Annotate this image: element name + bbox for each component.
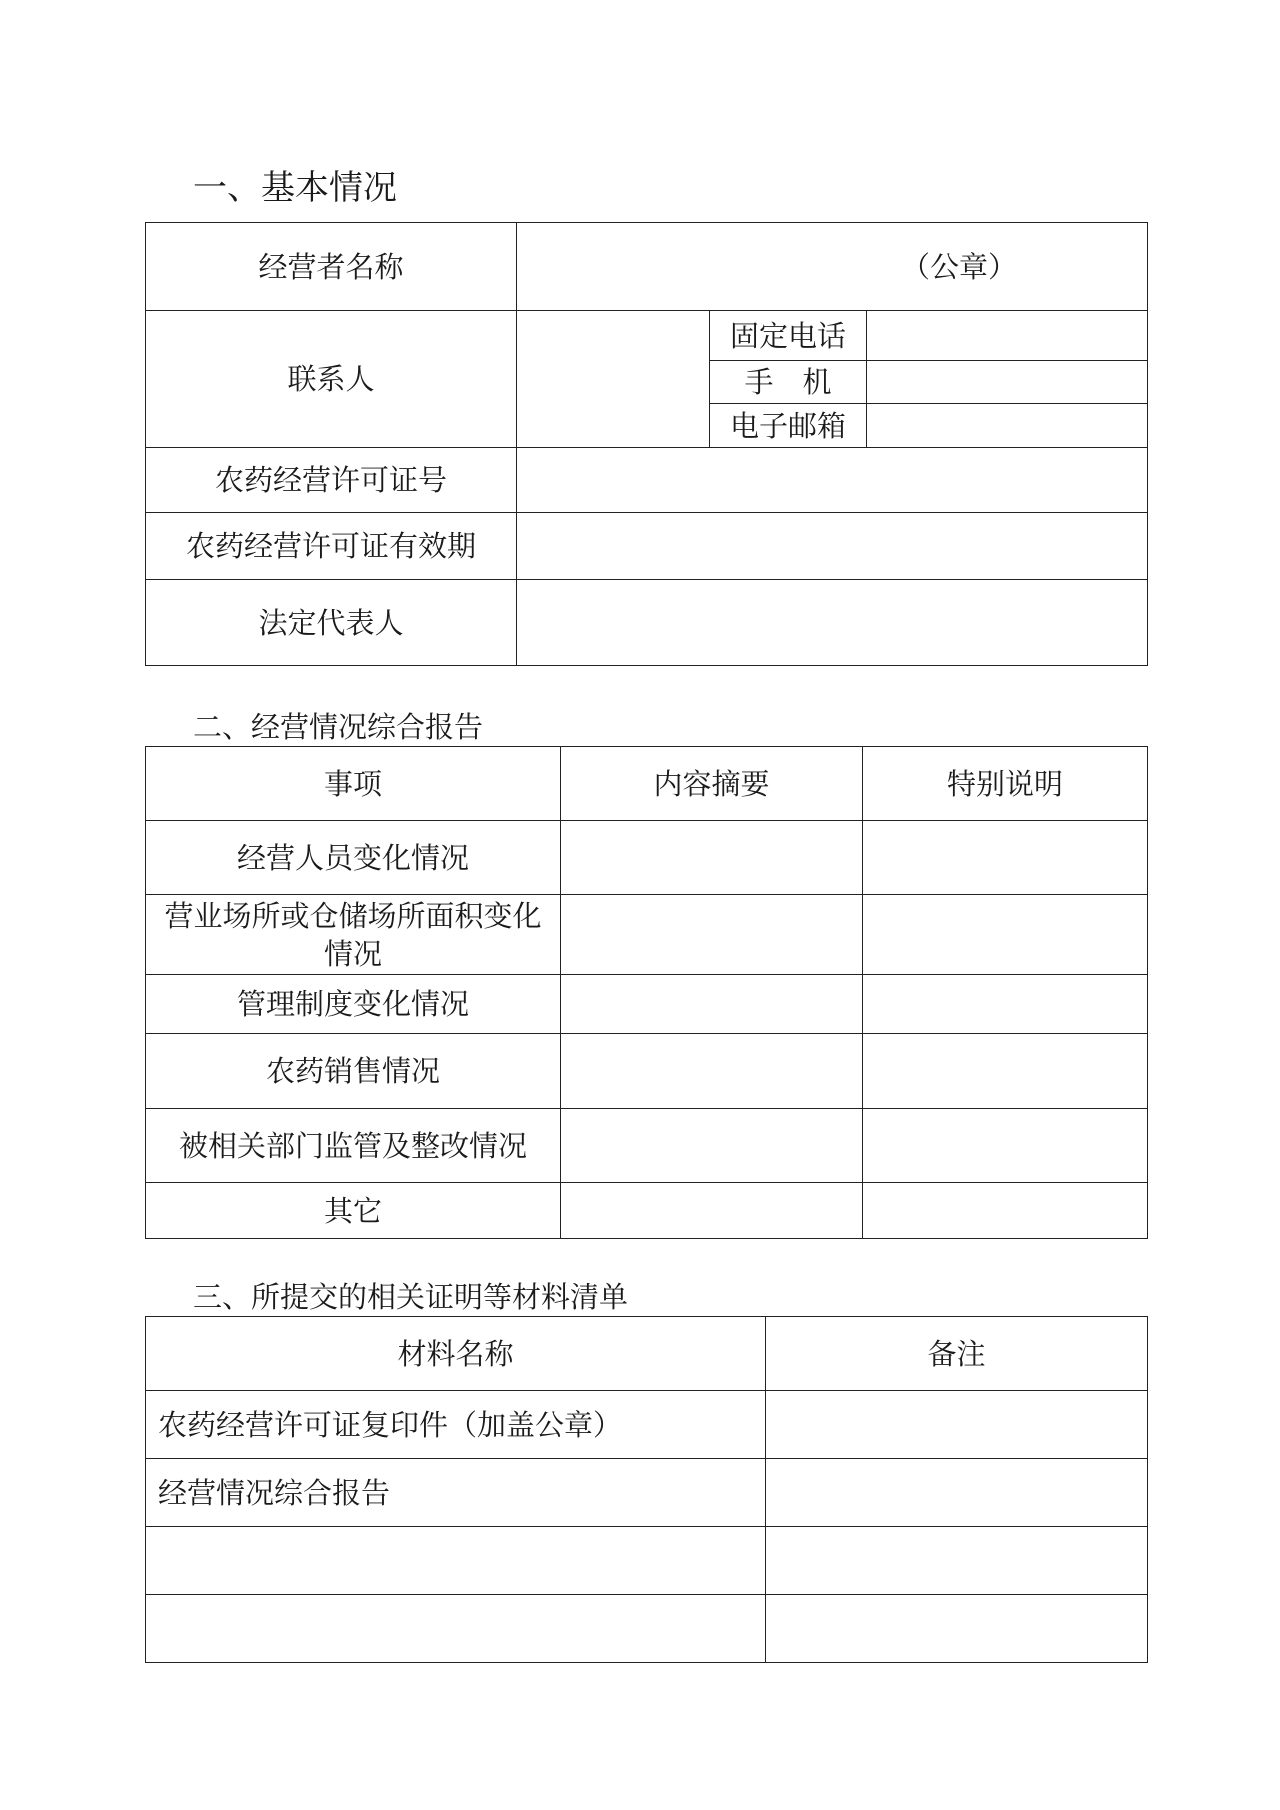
material-remark-cell[interactable] xyxy=(766,1391,1148,1459)
report-note-field[interactable] xyxy=(863,1183,1148,1239)
report-summary-field[interactable] xyxy=(561,1109,863,1183)
mobile-field[interactable] xyxy=(867,361,1148,404)
material-name-cell[interactable] xyxy=(146,1527,766,1595)
basic-info-table xyxy=(145,222,1148,666)
contact-label: 联系人 xyxy=(146,311,517,448)
report-note-field[interactable] xyxy=(863,895,1148,975)
material-remark-cell[interactable] xyxy=(766,1527,1148,1595)
legal-rep-label: 法定代表人 xyxy=(146,580,517,666)
report-summary-field[interactable] xyxy=(561,1183,863,1239)
section1-title: 一、基本情况 xyxy=(193,168,397,208)
contact-field[interactable] xyxy=(517,311,710,448)
header-remark: 备注 xyxy=(766,1317,1148,1391)
header-material-name: 材料名称 xyxy=(146,1317,766,1391)
report-summary-field[interactable] xyxy=(561,975,863,1034)
phone-field[interactable] xyxy=(867,311,1148,361)
email-field[interactable] xyxy=(867,404,1148,448)
report-item-label: 管理制度变化情况 xyxy=(146,975,561,1034)
material-name-cell[interactable]: 农药经营许可证复印件（加盖公章） xyxy=(146,1391,766,1459)
operation-report-table xyxy=(145,746,1148,1239)
header-note: 特别说明 xyxy=(863,747,1148,821)
email-label: 电子邮箱 xyxy=(710,404,867,448)
report-note-field[interactable] xyxy=(863,1109,1148,1183)
operator-name-label: 经营者名称 xyxy=(146,223,517,311)
report-note-field[interactable] xyxy=(863,975,1148,1034)
material-remark-cell[interactable] xyxy=(766,1595,1148,1663)
report-item-label: 被相关部门监管及整改情况 xyxy=(146,1109,561,1183)
materials-table xyxy=(145,1316,1148,1663)
material-name-cell[interactable]: 经营情况综合报告 xyxy=(146,1459,766,1527)
header-item: 事项 xyxy=(146,747,561,821)
report-note-field[interactable] xyxy=(863,1034,1148,1109)
license-number-field[interactable] xyxy=(517,448,1148,513)
legal-rep-field[interactable] xyxy=(517,580,1148,666)
report-summary-field[interactable] xyxy=(561,895,863,975)
report-item-label: 经营人员变化情况 xyxy=(146,821,561,895)
license-validity-field[interactable] xyxy=(517,513,1148,580)
report-summary-field[interactable] xyxy=(561,1034,863,1109)
material-remark-cell[interactable] xyxy=(766,1459,1148,1527)
report-item-label: 农药销售情况 xyxy=(146,1034,561,1109)
license-validity-label: 农药经营许可证有效期 xyxy=(146,513,517,580)
phone-label: 固定电话 xyxy=(710,311,867,361)
operator-name-field[interactable]: （公章） xyxy=(517,223,1148,311)
material-name-cell[interactable] xyxy=(146,1595,766,1663)
report-note-field[interactable] xyxy=(863,821,1148,895)
report-summary-field[interactable] xyxy=(561,821,863,895)
section3-title: 三、所提交的相关证明等材料清单 xyxy=(193,1280,629,1314)
report-item-label: 其它 xyxy=(146,1183,561,1239)
license-number-label: 农药经营许可证号 xyxy=(146,448,517,513)
header-summary: 内容摘要 xyxy=(561,747,863,821)
mobile-label: 手 机 xyxy=(710,361,867,404)
report-item-label: 营业场所或仓储场所面积变化情况 xyxy=(146,895,561,975)
section2-title: 二、经营情况综合报告 xyxy=(193,710,484,744)
